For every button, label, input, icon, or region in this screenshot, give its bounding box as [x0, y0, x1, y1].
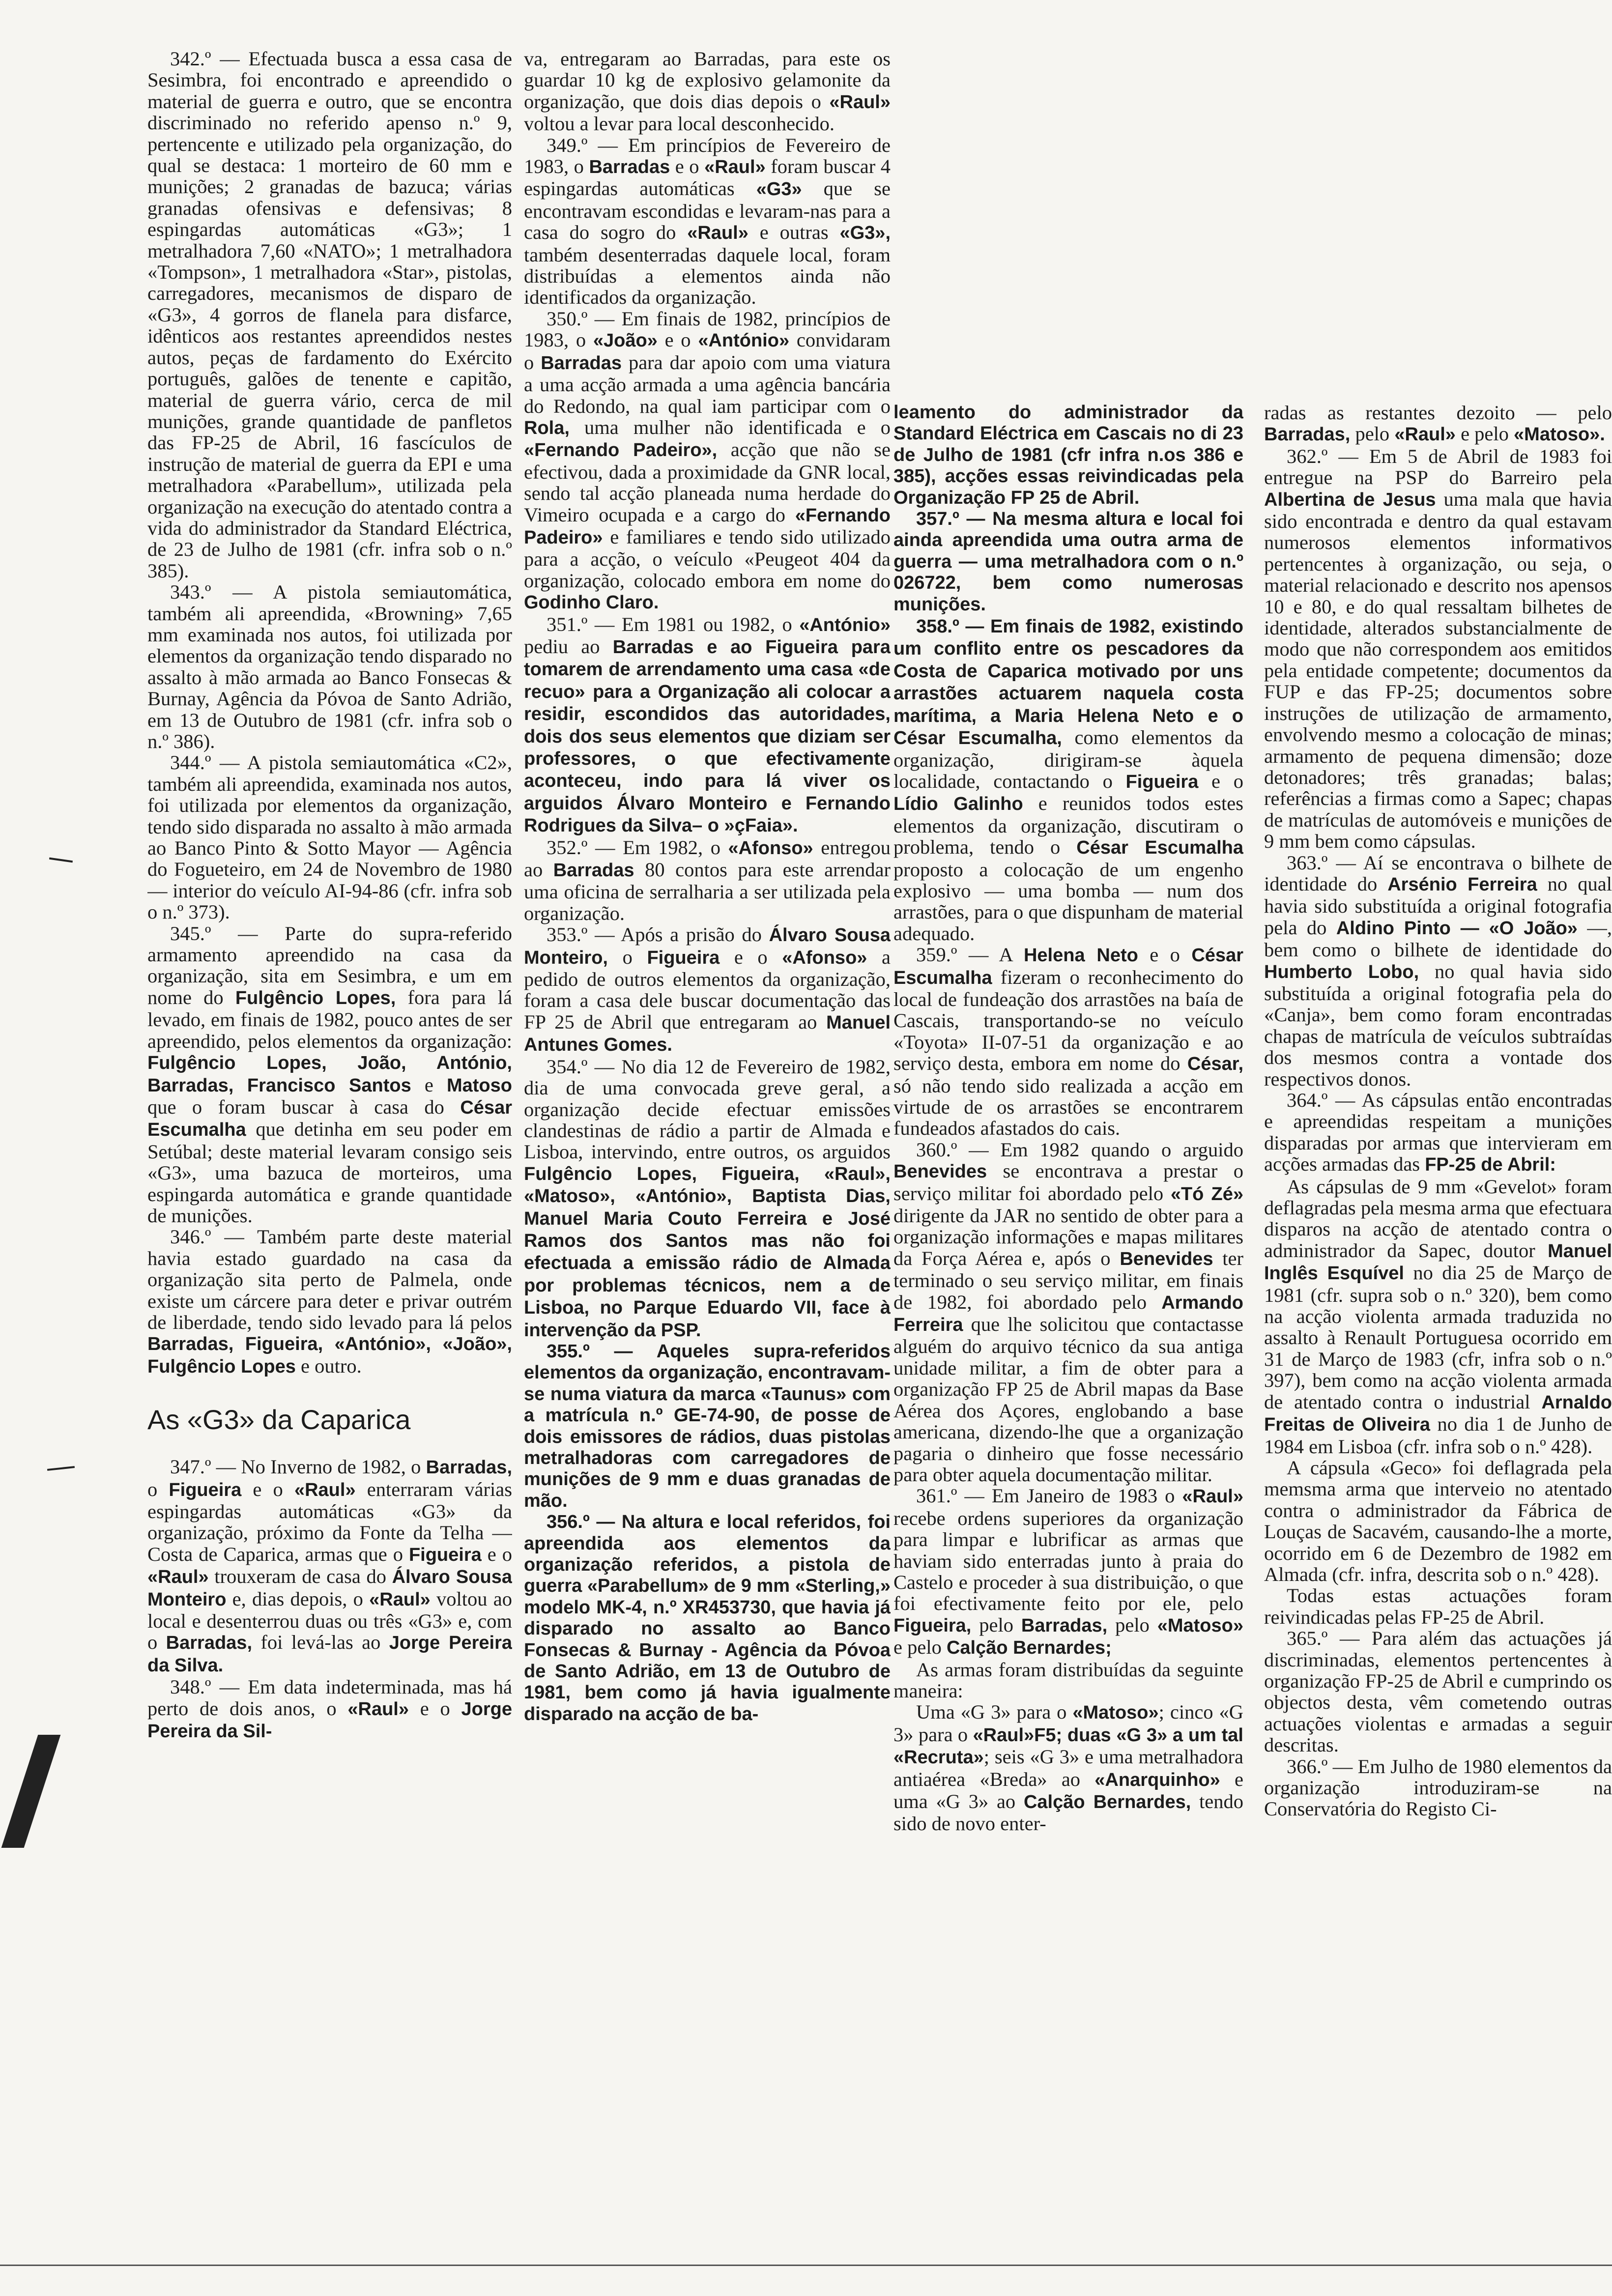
paragraph-356: 356.º — Na altura e local referidos, foi apreendida aos elementos da organização referidos, a pistola de guerra «Parabellum» de 9 mm «Sterling,» modelo MK-4, n.º XR453730, que havia já disparado no assalto ao Banco Fonsecas & Burnay - Agência da Póvoa de Santo Adrião, em 13 de Outubro de 1981, bem como já havia igualmente disparado na acção de ba-	[524, 1512, 891, 1724]
paragraph-364-claims: Todas estas actuações foram reivindicadas pelas FP-25 de Abril.	[1264, 1584, 1612, 1628]
paragraph-364-gevelot: As cápsulas de 9 mm «Gevelot» foram deflagradas pela mesma arma que efectuara disparos na acção de atentado contra o administrador da Sapec, doutor Manuel Inglês Esquível no dia 25 de Março de 1981 (cfr. supra sob o n.º 320), bem como na acção violenta armada traduzida no assalto à Renault Portuguesa ocorrido em 31 de Março de 1983 (cfr, infra sob o n.º 397), bem como na acção violenta armada de atentado contra o industrial Arnaldo Freitas de Oliveira no dia 1 de Junho de 1984 em Lisboa (cfr. infra sob o n.º 428).	[1264, 1175, 1612, 1458]
paragraph-361: 361.º — Em Janeiro de 1983 o «Raul» recebe ordens superiores da organização para limpar e lubrificar as armas que haviam sido enterradas junto à praia do Castelo e proceder à sua distribuição, o que foi efectivamente feito por ele, pelo Figueira, pelo Barradas, pelo «Matoso» e pelo Calção Bernardes;	[893, 1485, 1243, 1659]
paragraph-365: 365.º — Para além das actuações já discriminadas, elementos pertencentes à organização FP-25 de Abril e cumprindo os objectos desta, vêm cometendo outras actuações violentas e armadas a seguir descritas.	[1264, 1627, 1612, 1756]
paragraph-361-continued: radas as restantes dezoito — pelo Barradas, pelo «Raul» e pelo «Matoso».	[1264, 402, 1612, 445]
column-3	[893, 402, 1243, 2152]
paragraph-343: 343.º — A pistola semiautomática, também ali apreendida, «Browning» 7,65 mm examinada nos autos, foi utilizada por elementos da organização tendo disparado no assalto à mão armada ao Banco Fonsecas & Burnay, Agência da Póvoa de Santo Adrião, em 13 de Outubro de 1981 (cfr. infra sob o n.º 386).	[147, 581, 512, 752]
column-4	[1264, 402, 1612, 2152]
paragraph-346: 346.º — Também parte deste material havia estado guardado na casa da organização sita perto de Palmela, onde existe um cárcere para deter e privar outrém de liberdade, tendo sido levado para lá pelos Barradas, Figueira, «António», «João», Fulgêncio Lopes e outro.	[147, 1226, 512, 1377]
paragraph-362: 362.º — Em 5 de Abril de 1983 foi entregue na PSP do Barreiro pela Albertina de Jesus uma mala que havia sido encontrada e dentro da qual estavam numerosos elementos informativos pertencentes à organização, ou seja, o material relacionado e descrito nos apensos 10 e 80, e do qual ressaltam bilhetes de identidade, alterados substancialmente de modo que não correspondem aos emitidos pela entidade competente; documentos da FUP e das FP-25; documentos sobre instruções de utilização de armamento, envolvendo mesmo a colocação de minas; armamento de pequena dimensão; doze detonadores; três granadas; balas; referências a firmas como a Sapec; chapas de matrículas de automóveis e munições de 9 mm bem como cápsulas.	[1264, 445, 1612, 853]
margin-pencil-stroke	[1, 1735, 61, 1848]
column-2	[524, 48, 891, 2152]
paragraph-361-distribution-list: Uma «G 3» para o «Matoso»; cinco «G 3» para o «Raul»F5; duas «G 3» a um tal «Recruta»; seis «G 3» e uma metralhadora antiaérea «Breda» ao «Anarquinho» e uma «G 3» ao Calção Bernardes, tendo sido de novo enter-	[893, 1701, 1243, 1835]
paragraph-364: 364.º — As cápsulas então encontradas e apreendidas respeitam a munições disparadas por armas que intervieram em acções armadas das FP-25 de Abril:	[1264, 1089, 1612, 1176]
paragraph-364-geco: A cápsula «Geco» foi deflagrada pela memsma arma que interveio no atentado contra o administrador da Fábrica de Louças de Sacavém, causando-lhe a morte, ocorrido em 6 de Dezembro de 1982 em Almada (cfr. infra, descrita sob o n.º 428).	[1264, 1456, 1612, 1585]
paragraph-356-continued: leamento do administrador da Standard Eléctrica em Cascais no di 23 de Julho de 1981 (cfr infra n.os 386 e 385), acções essas reivindicadas pela Organização FP 25 de Abril.	[893, 402, 1243, 508]
paragraph-357: 357.º — Na mesma altura e local foi ainda apreendida uma outra arma de guerra — uma metralhadora com o n.º 026722, bem como numerosas munições.	[893, 509, 1243, 615]
paragraph-366: 366.º — Em Julho de 1980 elementos da organização introduziram-se na Conservatória do Registo Ci-	[1264, 1755, 1612, 1820]
paragraph-342: 342.º — Efectuada busca a essa casa de Sesimbra, foi encontrado e apreendido o material de guerra e outro, que se encontra discriminado no referido apenso n.º 9, pertencente e utilizado pela organização, do qual se destaca: 1 morteiro de 60 mm e munições; 2 granadas de bazuca; várias granadas ofensivas e defensivas; 8 espingardas automáticas «G3»; 1 metralhadora 7,60 «NATO»; 1 metralhadora «Tompson», 1 metralhadora «Star», pistolas, carregadores, mecanismos de disparo de «G3», 4 gorros de flanela para disfarce, idênticos aos restantes apreendidos nestes autos, peças de fardamento do Exército português, galões de tenente e capitão, material de guerra vário, cerca de mil munições, grande quantidade de panfletos das FP-25 de Abril, 16 fascículos de instrução de material de guerra da EPI e uma metralhadora «Parabellum», utilizada pela organização na execução do atentado contra a vida do administrador da Standard Eléctrica, de 23 de Julho de 1981 (cfr. infra sob o n.º 385).	[147, 48, 512, 582]
paragraph-348-continued: va, entregaram ao Barradas, para este os guardar 10 kg de explosivo gelamonite da organização, que dois dias depois o «Raul» voltou a levar para local desconhecido.	[524, 48, 891, 135]
paragraph-354: 354.º — No dia 12 de Fevereiro de 1982, dia de uma convocada greve geral, a organização decide efectuar emissões clandestinas de rádio a partir de Almada e Lisboa, intervindo, entre outros, os arguidos Fulgêncio Lopes, Figueira, «Raul», «Matoso», «António», Baptista Dias, Manuel Maria Couto Ferreira e José Ramos dos Santos mas não foi efectuada a emissão rádio de Almada por problemas técnicos, nem a de Lisboa, no Parque Eduardo VII, face à intervenção da PSP.	[524, 1055, 891, 1341]
paragraph-347: 347.º — No Inverno de 1982, o Barradas, o Figueira e o «Raul» enterraram várias espingardas automáticas «G3» da organização, próximo da Fonte da Telha — Costa de Caparica, armas que o Figueira e o «Raul» trouxeram de casa do Álvaro Sousa Monteiro e, dias depois, o «Raul» voltou ao local e desenterrou duas ou três «G3» e, com o Barradas, foi levá-las ao Jorge Pereira da Silva.	[147, 1456, 512, 1676]
paragraph-359: 359.º — A Helena Neto e o César Escumalha fizeram o reconhecimento do local de fundeação dos arrastões na baía de Cascais, transportando-se no veículo «Toyota» II-07-51 da organização e ao serviço desta, embora em nome do César, só não tendo sido realizada a acção em virtude de os arrastões se encontrarem fundeados afastados do cais.	[893, 944, 1243, 1140]
paragraph-361-distribution-intro: As armas foram distribuídas da seguinte maneira:	[893, 1658, 1243, 1702]
paragraph-352: 352.º — Em 1982, o «Afonso» entregou ao Barradas 80 contos para este arrendar uma oficina de serralharia a ser utilizada pela organização.	[524, 836, 891, 924]
scan-bottom-edge	[0, 2265, 1612, 2266]
paragraph-353: 353.º — Após a prisão do Álvaro Sousa Monteiro, o Figueira e o «Afonso» a pedido de outros elementos da organização, foram a casa dele buscar documentação das FP 25 de Abril que entregaram ao Manuel Antunes Gomes.	[524, 923, 891, 1056]
paragraph-348: 348.º — Em data indeterminada, mas há perto de dois anos, o «Raul» e o Jorge Pereira da Sil-	[147, 1676, 512, 1742]
paragraph-350: 350.º — Em finais de 1982, princípios de 1983, o «João» e o «António» convidaram o Barradas para dar apoio com uma viatura a uma acção armada a uma agência bancária do Redondo, na qual iam participar com o Rola, uma mulher não identificada e o «Fernando Padeiro», acção que não se efectivou, dada a proximidade da GNR local, sendo tal acção planeada numa herdade do Vimeiro ocupada e a cargo do «Fernando Padeiro» e familiares e tendo sido utilizado para a acção, o veículo «Peugeot 404 da organização, colocado embora em nome do Godinho Claro.	[524, 307, 891, 613]
paragraph-355: 355.º — Aqueles supra-referidos elementos da organização, encontravam-se numa viatura da marca «Taunus» com a matrícula n.º GE-74-90, de posse de dois emissores de rádios, duas pistolas metralhadoras com carregadores de munições de 9 mm e duas granadas de mão.	[524, 1341, 891, 1511]
paragraph-358: 358.º — Em finais de 1982, existindo um conflito entre os pescadores da Costa de Caparica motivado por uns arrastões actuarem naquela costa marítima, a Maria Helena Neto e o César Escumalha, como elementos da organização, dirigiram-se àquela localidade, contactando o Figueira e o Lídio Galinho e reunidos todos estes elementos da organização, discutiram o problema, tendo o César Escumalha proposto a colocação de um engenho explosivo — uma bomba — num dos arrastões, para o que dispunham de material adequado.	[893, 616, 1243, 945]
section-heading: As «G3» da Caparica	[147, 1404, 411, 1435]
paragraph-344: 344.º — A pistola semiautomática «C2», também ali apreendida, examinada nos autos, foi utilizada por elementos da organização, tendo sido disparada no assalto à mão armada ao Banco Pinto & Sotto Mayor — Agência do Fogueteiro, em 24 de Novembro de 1980 — interior do veículo AI-94-86 (cfr. infra sob o n.º 373).	[147, 751, 512, 923]
margin-tick-mark	[49, 858, 73, 863]
paragraph-360: 360.º — Em 1982 quando o arguido Benevides se encontrava a prestar o serviço militar foi abordado pelo «Tó Zé» dirigente da JAR no sentido de obter para a organização informações e mapas militares da Força Aérea e, após o Benevides ter terminado o seu serviço militar, em finais de 1982, foi abordado pelo Armando Ferreira que lhe solicitou que contactasse alguém do arquivo técnico da sua antiga unidade militar, a fim de obter para a organização FP 25 de Abril mapas da Base Aérea dos Açores, englobando a base americana, dizendo-lhe que a organização pagaria o dinheiro que fosse necessário para obter aquela documentação militar.	[893, 1138, 1243, 1486]
margin-tick-mark	[47, 1466, 75, 1471]
paragraph-349: 349.º — Em princípios de Fevereiro de 1983, o Barradas e o «Raul» foram buscar 4 espingardas automáticas «G3» que se encontravam escondidas e levaram-nas para a casa do sogro do «Raul» e outras «G3», também desenterradas daquele local, foram distribuídas a elementos ainda não identificados da organização.	[524, 134, 891, 309]
paragraph-345: 345.º — Parte do supra-referido armamento apreendido na casa da organização, sita em Sesimbra, e um em nome do Fulgêncio Lopes, fora para lá levado, em finais de 1982, pouco antes de ser apreendido, pelos elementos da organização: Fulgêncio Lopes, João, António, Barradas, Francisco Santos e Matoso que o foram buscar à casa do César Escumalha que detinha em seu poder em Setúbal; deste material levaram consigo seis «G3», uma bazuca de morteiros, uma espingarda automática e grande quantidade de munições.	[147, 922, 512, 1227]
column-1	[147, 48, 512, 2161]
paragraph-363: 363.º — Aí se encontrava o bilhete de identidade do Arsénio Ferreira no qual havia sido substituída a original fotografia pela do Aldino Pinto — «O João» —, bem como o bilhete de identidade do Humberto Lobo, no qual havia sido substituída a original fotografia pela do «Canja», bem como foram encontradas chapas de matrícula de veículos subtraídas dos mesmos contra a vontade dos respectivos donos.	[1264, 851, 1612, 1090]
paragraph-351: 351.º — Em 1981 ou 1982, o «António» pediu ao Barradas e ao Figueira para tomarem de arrendamento uma casa «de recuo» para a Organização ali colocar a residir, escondidos das autoridades, dois dos seus elementos que diziam ser professores, o que efectivamente aconteceu, indo para lá viver os arguidos Álvaro Monteiro e Fernando Rodrigues da Silva– o »çFaia».	[524, 613, 891, 836]
